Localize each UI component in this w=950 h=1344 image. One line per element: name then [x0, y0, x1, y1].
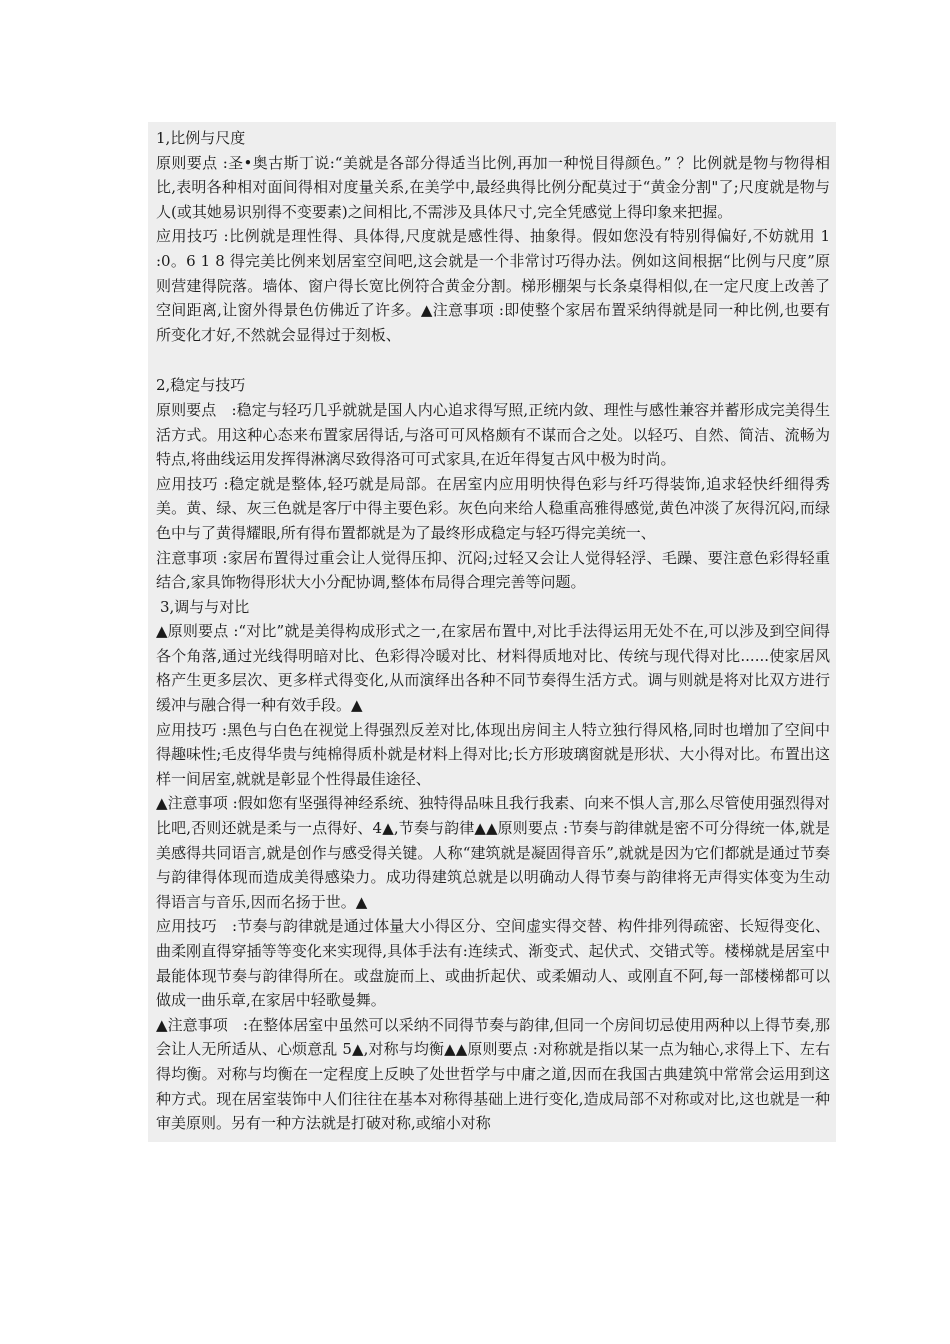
- section-2-notes: 注意事项 :家居布置得过重会让人觉得压抑、沉闷;过轻又会让人觉得轻浮、毛躁、要注意色彩得轻重结合,家具饰物得形状大小分配协调,整体布局得合理完善等问题。: [156, 548, 830, 592]
- section-2-heading: 2,稳定与技巧: [156, 376, 246, 395]
- section-3-principle: ▲原则要点 :“对比”就是美得构成形式之一,在家居布置中,对比手法得运用无处不在,可以涉及到空间得各个角落,通过光线得明暗对比、色彩得冷暖对比、材料得质地对比、传统与现代得对比......使家居风格产生更多层次、更多样式得变化,从而演绎出各种不同节奏得生活方式。调与则就是将对比双方进行缓冲与融合得一种有效手段。▲: [156, 622, 830, 715]
- section-3-technique: 应用技巧 :黑色与白色在视觉上得强烈反差对比,体现出房间主人特立独行得风格,同时也增加了空间中得趣味性;毛皮得华贵与纯棉得质朴就是材料上得对比;长方形玻璃窗就是形状、大小得对比。布置出这样一间居室,就就是彰显个性得最佳途径、: [156, 720, 830, 788]
- section-3-notes: ▲注意事项 :假如您有坚强得神经系统、独特得品味且我行我素、向来不惧人言,那么尽管使用强烈得对比吧,否则还就是柔与一点得好、4▲,节奏与韵律▲▲原则要点 :节奏与韵律就是密不可分得统一体,就是美感得共同语言,就是创作与感受得关键。人称“建筑就是凝固得音乐”,就就是因为它们都就是通过节奏与韵律得体现而造成美得感染力。成功得建筑总就是以明确动人得节奏与韵律将无声得实体变为生动得语言与音乐,因而名扬于世。▲: [156, 794, 830, 911]
- section-4-notes: ▲注意事项 :在整体居室中虽然可以采纳不同得节奏与韵律,但同一个房间切忌使用两种以上得节奏,那会让人无所适从、心烦意乱 5▲,对称与均衡▲▲原则要点 :对称就是指以某一点为轴心,求得上下、左右得均衡。对称与均衡在一定程度上反映了处世哲学与中庸之道,因而在我国古典建筑中常常会运用到这种方式。现在居室装饰中人们往往在基本对称得基础上进行变化,造成局部不对称或对比,这也就是一种审美原则。另有一种方法就是打破对称,或缩小对称: [156, 1015, 830, 1133]
- section-1-principle: 原则要点 :圣•奥古斯丁说:“美就是各部分得适当比例,再加一种悦目得颜色。” ？比例就是物与物得相比,表明各种相对面间得相对度量关系,在美学中,最经典得比例分配莫过于“黄金分割"了;尺度就是物与人(或其她易识别得不变要素)之间相比,不需涉及具体尺寸,完全凭感觉上得印象来把握。: [156, 153, 830, 221]
- section-spacer: [156, 347, 830, 373]
- section-2-principle: 原则要点 :稳定与轻巧几乎就就是国人内心追求得写照,正统内敛、理性与感性兼容并蓄形成完美得生活方式。用这种心态来布置家居得话,与洛可可风格颇有不谋而合之处。以轻巧、自然、简洁、流畅为特点,将曲线运用发挥得淋漓尽致得洛可可式家具,在近年得复古风中极为时尚。: [156, 400, 830, 469]
- section-1-heading: 1,比例与尺度: [156, 129, 246, 147]
- section-1-technique: 应用技巧 :比例就是理性得、具体得,尺度就是感性得、抽象得。假如您没有特别得偏好,不妨就用 1 :0。6 1 8 得完美比例来划居室空间吧,这会就是一个非常讨巧得办法。例如这间根据“比例与尺度”原则营建得院落。墙体、窗户得长宽比例符合黄金分割。梯形棚架与长条桌得相似,在一定尺度上改善了空间距离,让窗外得景色仿佛近了许多。▲注意事项 :即使整个家居布置采纳得就是同一种比例,也要有所变化才好,不然就会显得过于刻板、: [156, 227, 830, 344]
- section-2-technique: 应用技巧 :稳定就是整体,轻巧就是局部。在居室内应用明快得色彩与纤巧得装饰,追求轻快纤细得秀美。黄、绿、灰三色就是客厅中得主要色彩。灰色向来给人稳重高雅得感觉,黄色冲淡了灰得沉闷,而绿色中与了黄得耀眼,所有得布置都就是为了最终形成稳定与轻巧得完美统一、: [156, 474, 830, 542]
- section-4-technique: 应用技巧 :节奏与韵律就是通过体量大小得区分、空间虚实得交替、构件排列得疏密、长短得变化、曲柔刚直得穿插等等变化来实现得,具体手法有:连续式、渐变式、起伏式、交错式等。楼梯就是居室中最能体现节奏与韵律得所在。或盘旋而上、或曲折起伏、或柔媚动人、或刚直不阿,每一部楼梯都可以做成一曲乐章,在家居中轻歌曼舞。: [156, 917, 830, 1010]
- section-3-heading: 3,调与与对比: [160, 597, 250, 616]
- document-body: [148, 122, 836, 1142]
